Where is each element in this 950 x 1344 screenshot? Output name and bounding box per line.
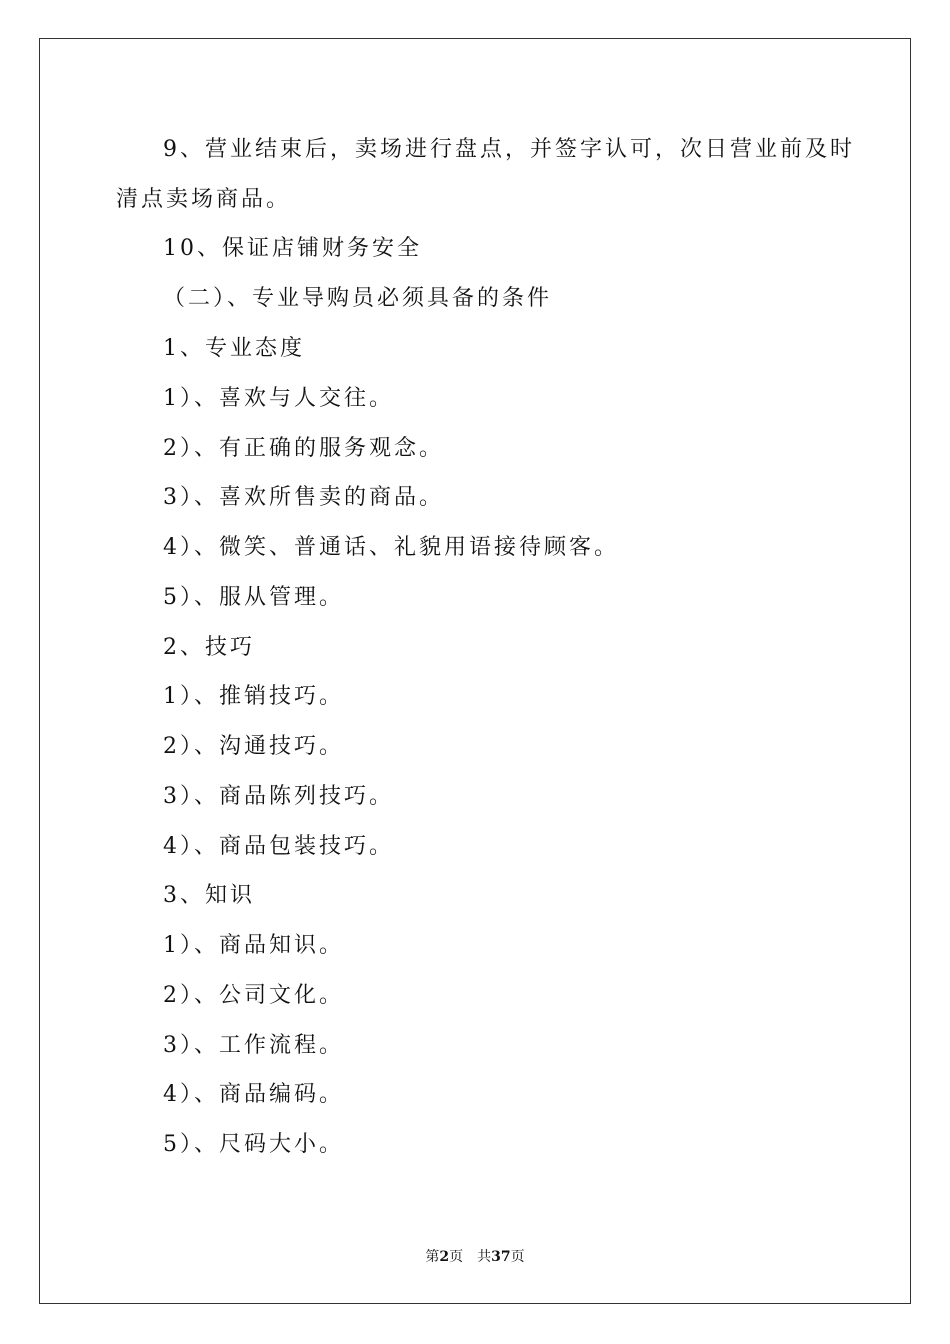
list-item: 4）、微笑、普通话、礼貌用语接待顾客。: [163, 535, 619, 560]
list-item: 5）、尺码大小。: [163, 1132, 344, 1157]
subsection-heading: 3、知识: [163, 883, 255, 908]
section-heading: （二）、专业导购员必须具备的条件: [163, 286, 553, 311]
list-item: 3）、工作流程。: [163, 1033, 344, 1058]
paragraph-line: 9、营业结束后，卖场进行盘点，并签字认可，次日营业前及时: [163, 137, 855, 162]
subsection-heading: 2、技巧: [163, 635, 255, 660]
total-label-suffix: 页: [510, 1249, 525, 1265]
total-label-prefix: 共: [477, 1249, 492, 1265]
list-item: 1）、推销技巧。: [163, 684, 344, 709]
list-item: 2）、沟通技巧。: [163, 734, 344, 759]
list-item: 3）、商品陈列技巧。: [163, 784, 394, 809]
total-pages: 37: [491, 1249, 511, 1265]
list-item: 3）、喜欢所售卖的商品。: [163, 485, 444, 510]
list-item: 2）、有正确的服务观念。: [163, 436, 444, 461]
paragraph-line: 10、保证店铺财务安全: [163, 236, 422, 261]
list-item: 2）、公司文化。: [163, 983, 344, 1008]
page-label-suffix: 页: [449, 1249, 464, 1265]
list-item: 4）、商品包装技巧。: [163, 834, 394, 859]
list-item: 1）、喜欢与人交往。: [163, 386, 394, 411]
page-number: 2: [439, 1249, 450, 1265]
list-item: 5）、服从管理。: [163, 585, 344, 610]
page-border: [39, 38, 911, 1304]
list-item: 1）、商品知识。: [163, 933, 344, 958]
paragraph-line: 清点卖场商品。: [116, 187, 292, 212]
list-item: 4）、商品编码。: [163, 1082, 344, 1107]
page-label-prefix: 第: [425, 1249, 440, 1265]
page-footer: [0, 1248, 950, 1266]
subsection-heading: 1、专业态度: [163, 336, 305, 361]
